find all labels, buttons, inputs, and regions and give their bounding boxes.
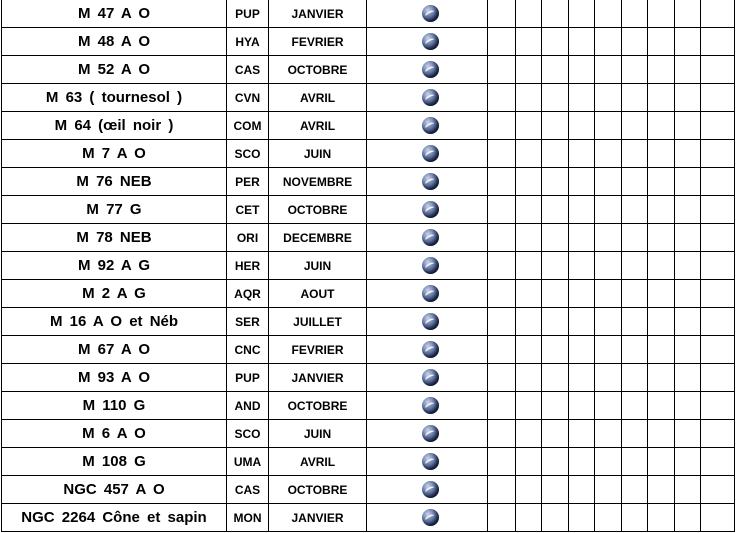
- object-cell: M 63 ( tournesol ): [2, 84, 227, 112]
- empty-cell: [675, 448, 701, 476]
- table-row: [2, 364, 735, 392]
- empty-cell: [622, 140, 648, 168]
- constellation-cell: CNC: [227, 336, 269, 364]
- empty-cell: [542, 0, 569, 28]
- empty-cell: [675, 476, 701, 504]
- empty-cell: [675, 364, 701, 392]
- empty-cell: [542, 252, 569, 280]
- empty-cell: [569, 28, 595, 56]
- empty-cell: [488, 196, 516, 224]
- empty-cell: [516, 448, 542, 476]
- empty-cell: [542, 364, 569, 392]
- empty-cell: [622, 168, 648, 196]
- empty-cell: [701, 56, 735, 84]
- empty-cell: [488, 308, 516, 336]
- empty-cell: [675, 308, 701, 336]
- empty-cell: [701, 392, 735, 420]
- empty-cell: [542, 196, 569, 224]
- empty-cell: [622, 420, 648, 448]
- empty-cell: [622, 448, 648, 476]
- table-row: [2, 420, 735, 448]
- empty-cell: [488, 140, 516, 168]
- empty-cell: [595, 392, 622, 420]
- empty-cell: [516, 364, 542, 392]
- icon-cell: [367, 280, 488, 308]
- telescope-icon: [422, 229, 439, 246]
- table-row: [2, 280, 735, 308]
- empty-cell: [516, 196, 542, 224]
- object-cell: NGC 2264 Cône et sapin: [2, 504, 227, 532]
- table-row: [2, 224, 735, 252]
- empty-cell: [675, 392, 701, 420]
- empty-cell: [595, 252, 622, 280]
- empty-cell: [569, 364, 595, 392]
- telescope-icon: [422, 369, 439, 386]
- icon-cell: [367, 84, 488, 112]
- empty-cell: [622, 196, 648, 224]
- empty-cell: [648, 0, 675, 28]
- empty-cell: [701, 336, 735, 364]
- empty-cell: [488, 448, 516, 476]
- constellation-cell: MON: [227, 504, 269, 532]
- month-cell: AOUT: [269, 280, 367, 308]
- empty-cell: [516, 336, 542, 364]
- constellation-cell: COM: [227, 112, 269, 140]
- object-cell: M 16 A O et Néb: [2, 308, 227, 336]
- empty-cell: [622, 364, 648, 392]
- icon-cell: [367, 252, 488, 280]
- object-cell: M 67 A O: [2, 336, 227, 364]
- month-cell: OCTOBRE: [269, 476, 367, 504]
- empty-cell: [595, 420, 622, 448]
- icon-cell: [367, 0, 488, 28]
- empty-cell: [488, 392, 516, 420]
- month-cell: OCTOBRE: [269, 392, 367, 420]
- object-cell: M 93 A O: [2, 364, 227, 392]
- empty-cell: [675, 56, 701, 84]
- empty-cell: [595, 476, 622, 504]
- observation-table: [1, 0, 735, 532]
- empty-cell: [675, 280, 701, 308]
- empty-cell: [488, 420, 516, 448]
- empty-cell: [701, 308, 735, 336]
- empty-cell: [701, 448, 735, 476]
- empty-cell: [569, 168, 595, 196]
- empty-cell: [542, 56, 569, 84]
- empty-cell: [542, 224, 569, 252]
- empty-cell: [675, 112, 701, 140]
- icon-cell: [367, 224, 488, 252]
- empty-cell: [622, 336, 648, 364]
- empty-cell: [542, 112, 569, 140]
- empty-cell: [595, 224, 622, 252]
- telescope-icon: [422, 201, 439, 218]
- empty-cell: [516, 28, 542, 56]
- empty-cell: [648, 476, 675, 504]
- icon-cell: [367, 196, 488, 224]
- empty-cell: [569, 112, 595, 140]
- empty-cell: [542, 476, 569, 504]
- icon-cell: [367, 448, 488, 476]
- object-cell: M 2 A G: [2, 280, 227, 308]
- empty-cell: [569, 504, 595, 532]
- empty-cell: [675, 140, 701, 168]
- month-cell: DECEMBRE: [269, 224, 367, 252]
- constellation-cell: AND: [227, 392, 269, 420]
- table-row: [2, 140, 735, 168]
- empty-cell: [488, 84, 516, 112]
- empty-cell: [675, 196, 701, 224]
- month-cell: JANVIER: [269, 364, 367, 392]
- empty-cell: [488, 0, 516, 28]
- empty-cell: [542, 84, 569, 112]
- object-cell: M 78 NEB: [2, 224, 227, 252]
- empty-cell: [595, 56, 622, 84]
- empty-cell: [648, 140, 675, 168]
- telescope-icon: [422, 33, 439, 50]
- empty-cell: [622, 392, 648, 420]
- empty-cell: [516, 168, 542, 196]
- constellation-cell: ORI: [227, 224, 269, 252]
- icon-cell: [367, 168, 488, 196]
- object-cell: M 6 A O: [2, 420, 227, 448]
- empty-cell: [569, 420, 595, 448]
- empty-cell: [488, 56, 516, 84]
- empty-cell: [675, 168, 701, 196]
- empty-cell: [675, 224, 701, 252]
- empty-cell: [542, 308, 569, 336]
- object-cell: M 77 G: [2, 196, 227, 224]
- constellation-cell: CET: [227, 196, 269, 224]
- empty-cell: [516, 84, 542, 112]
- empty-cell: [701, 504, 735, 532]
- empty-cell: [569, 196, 595, 224]
- empty-cell: [701, 112, 735, 140]
- empty-cell: [622, 504, 648, 532]
- constellation-cell: CAS: [227, 56, 269, 84]
- empty-cell: [595, 28, 622, 56]
- empty-cell: [701, 280, 735, 308]
- empty-cell: [542, 504, 569, 532]
- empty-cell: [675, 252, 701, 280]
- empty-cell: [648, 252, 675, 280]
- object-cell: M 47 A O: [2, 0, 227, 28]
- empty-cell: [595, 336, 622, 364]
- icon-cell: [367, 336, 488, 364]
- empty-cell: [622, 476, 648, 504]
- empty-cell: [569, 84, 595, 112]
- empty-cell: [648, 280, 675, 308]
- empty-cell: [569, 140, 595, 168]
- empty-cell: [675, 336, 701, 364]
- empty-cell: [542, 336, 569, 364]
- empty-cell: [569, 476, 595, 504]
- table-row: [2, 476, 735, 504]
- empty-cell: [675, 28, 701, 56]
- telescope-icon: [422, 341, 439, 358]
- empty-cell: [516, 252, 542, 280]
- empty-cell: [595, 448, 622, 476]
- empty-cell: [569, 280, 595, 308]
- empty-cell: [516, 392, 542, 420]
- table-row: [2, 84, 735, 112]
- empty-cell: [516, 56, 542, 84]
- icon-cell: [367, 392, 488, 420]
- table-row: [2, 336, 735, 364]
- empty-cell: [622, 280, 648, 308]
- icon-cell: [367, 28, 488, 56]
- empty-cell: [516, 504, 542, 532]
- empty-cell: [648, 308, 675, 336]
- empty-cell: [488, 336, 516, 364]
- empty-cell: [701, 140, 735, 168]
- empty-cell: [648, 56, 675, 84]
- month-cell: OCTOBRE: [269, 56, 367, 84]
- empty-cell: [516, 0, 542, 28]
- empty-cell: [595, 196, 622, 224]
- empty-cell: [675, 0, 701, 28]
- table-row: [2, 252, 735, 280]
- object-cell: M 64 (œil noir ): [2, 112, 227, 140]
- icon-cell: [367, 308, 488, 336]
- empty-cell: [595, 140, 622, 168]
- constellation-cell: HYA: [227, 28, 269, 56]
- empty-cell: [622, 252, 648, 280]
- constellation-cell: HER: [227, 252, 269, 280]
- empty-cell: [488, 280, 516, 308]
- empty-cell: [542, 392, 569, 420]
- empty-cell: [595, 168, 622, 196]
- empty-cell: [569, 0, 595, 28]
- icon-cell: [367, 476, 488, 504]
- telescope-icon: [422, 61, 439, 78]
- empty-cell: [648, 28, 675, 56]
- empty-cell: [542, 28, 569, 56]
- empty-cell: [622, 0, 648, 28]
- empty-cell: [516, 308, 542, 336]
- empty-cell: [648, 168, 675, 196]
- empty-cell: [701, 0, 735, 28]
- empty-cell: [648, 420, 675, 448]
- month-cell: JUIN: [269, 252, 367, 280]
- month-cell: JUIN: [269, 140, 367, 168]
- empty-cell: [648, 364, 675, 392]
- telescope-icon: [422, 425, 439, 442]
- telescope-icon: [422, 453, 439, 470]
- telescope-icon: [422, 481, 439, 498]
- object-cell: NGC 457 A O: [2, 476, 227, 504]
- month-cell: JANVIER: [269, 0, 367, 28]
- telescope-icon: [422, 5, 439, 22]
- empty-cell: [675, 420, 701, 448]
- table-row: [2, 196, 735, 224]
- month-cell: JUILLET: [269, 308, 367, 336]
- icon-cell: [367, 364, 488, 392]
- month-cell: JUIN: [269, 420, 367, 448]
- empty-cell: [542, 280, 569, 308]
- empty-cell: [569, 224, 595, 252]
- table-row: [2, 0, 735, 28]
- constellation-cell: PER: [227, 168, 269, 196]
- empty-cell: [701, 224, 735, 252]
- telescope-icon: [422, 257, 439, 274]
- empty-cell: [516, 420, 542, 448]
- empty-cell: [675, 504, 701, 532]
- empty-cell: [488, 168, 516, 196]
- empty-cell: [701, 252, 735, 280]
- empty-cell: [701, 168, 735, 196]
- icon-cell: [367, 112, 488, 140]
- empty-cell: [569, 336, 595, 364]
- empty-cell: [675, 84, 701, 112]
- empty-cell: [595, 280, 622, 308]
- empty-cell: [701, 364, 735, 392]
- empty-cell: [648, 112, 675, 140]
- empty-cell: [488, 504, 516, 532]
- telescope-icon: [422, 173, 439, 190]
- constellation-cell: AQR: [227, 280, 269, 308]
- object-cell: M 92 A G: [2, 252, 227, 280]
- month-cell: AVRIL: [269, 448, 367, 476]
- object-cell: M 52 A O: [2, 56, 227, 84]
- empty-cell: [569, 308, 595, 336]
- empty-cell: [648, 336, 675, 364]
- empty-cell: [648, 196, 675, 224]
- telescope-icon: [422, 285, 439, 302]
- telescope-icon: [422, 117, 439, 134]
- table-row: [2, 308, 735, 336]
- empty-cell: [701, 420, 735, 448]
- constellation-cell: CVN: [227, 84, 269, 112]
- constellation-cell: UMA: [227, 448, 269, 476]
- empty-cell: [516, 112, 542, 140]
- empty-cell: [595, 84, 622, 112]
- icon-cell: [367, 56, 488, 84]
- empty-cell: [542, 448, 569, 476]
- empty-cell: [622, 56, 648, 84]
- empty-cell: [569, 448, 595, 476]
- empty-cell: [595, 364, 622, 392]
- empty-cell: [595, 0, 622, 28]
- empty-cell: [622, 224, 648, 252]
- empty-cell: [648, 504, 675, 532]
- empty-cell: [516, 140, 542, 168]
- empty-cell: [488, 112, 516, 140]
- empty-cell: [622, 84, 648, 112]
- telescope-icon: [422, 509, 439, 526]
- object-cell: M 108 G: [2, 448, 227, 476]
- constellation-cell: SER: [227, 308, 269, 336]
- empty-cell: [701, 476, 735, 504]
- empty-cell: [622, 112, 648, 140]
- empty-cell: [595, 504, 622, 532]
- empty-cell: [516, 280, 542, 308]
- month-cell: AVRIL: [269, 84, 367, 112]
- constellation-cell: SCO: [227, 420, 269, 448]
- month-cell: JANVIER: [269, 504, 367, 532]
- constellation-cell: SCO: [227, 140, 269, 168]
- constellation-cell: CAS: [227, 476, 269, 504]
- empty-cell: [488, 224, 516, 252]
- table-row: [2, 112, 735, 140]
- empty-cell: [569, 392, 595, 420]
- empty-cell: [648, 224, 675, 252]
- month-cell: AVRIL: [269, 112, 367, 140]
- icon-cell: [367, 420, 488, 448]
- empty-cell: [542, 140, 569, 168]
- empty-cell: [516, 224, 542, 252]
- telescope-icon: [422, 145, 439, 162]
- empty-cell: [622, 308, 648, 336]
- telescope-icon: [422, 89, 439, 106]
- month-cell: FEVRIER: [269, 28, 367, 56]
- telescope-icon: [422, 313, 439, 330]
- table-row: [2, 56, 735, 84]
- empty-cell: [648, 392, 675, 420]
- empty-cell: [569, 252, 595, 280]
- object-cell: M 110 G: [2, 392, 227, 420]
- empty-cell: [595, 308, 622, 336]
- object-cell: M 76 NEB: [2, 168, 227, 196]
- empty-cell: [648, 84, 675, 112]
- empty-cell: [701, 84, 735, 112]
- icon-cell: [367, 140, 488, 168]
- empty-cell: [542, 168, 569, 196]
- empty-cell: [701, 28, 735, 56]
- empty-cell: [516, 476, 542, 504]
- object-cell: M 7 A O: [2, 140, 227, 168]
- empty-cell: [595, 112, 622, 140]
- empty-cell: [542, 420, 569, 448]
- table-row: [2, 168, 735, 196]
- empty-cell: [569, 56, 595, 84]
- telescope-icon: [422, 397, 439, 414]
- icon-cell: [367, 504, 488, 532]
- empty-cell: [701, 196, 735, 224]
- table-row: [2, 28, 735, 56]
- month-cell: NOVEMBRE: [269, 168, 367, 196]
- table-row: [2, 392, 735, 420]
- constellation-cell: PUP: [227, 364, 269, 392]
- empty-cell: [488, 364, 516, 392]
- constellation-cell: PUP: [227, 0, 269, 28]
- month-cell: OCTOBRE: [269, 196, 367, 224]
- table-row: [2, 504, 735, 532]
- object-cell: M 48 A O: [2, 28, 227, 56]
- empty-cell: [488, 476, 516, 504]
- table-row: [2, 448, 735, 476]
- empty-cell: [648, 448, 675, 476]
- empty-cell: [488, 28, 516, 56]
- empty-cell: [622, 28, 648, 56]
- month-cell: FEVRIER: [269, 336, 367, 364]
- empty-cell: [488, 252, 516, 280]
